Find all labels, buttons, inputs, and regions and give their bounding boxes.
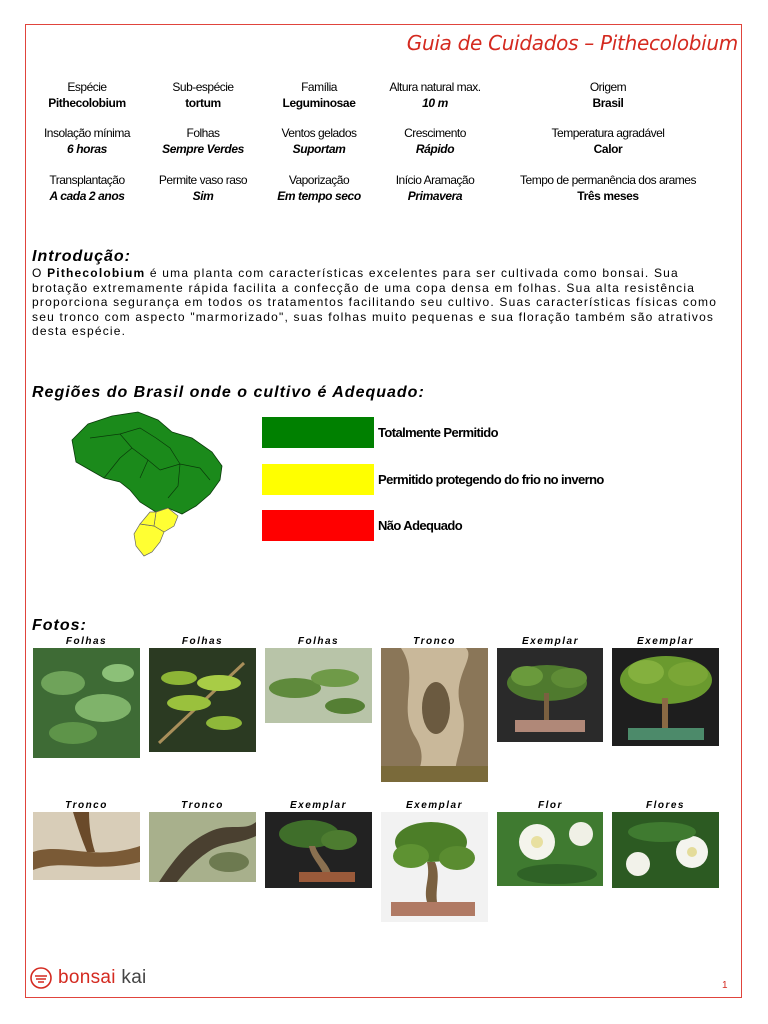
- photo-caption: Exemplar: [636, 636, 695, 647]
- spec-crescimento: [380, 126, 490, 156]
- photo-caption: Flor: [538, 800, 563, 811]
- photo-caption: Folhas: [297, 636, 340, 647]
- photo-specimen-4[interactable]: [381, 812, 488, 922]
- spec-vaporizacao: [264, 173, 374, 203]
- brand-name-part2: kai: [121, 967, 147, 988]
- spec-label: Crescimento: [404, 126, 466, 140]
- brand-name-part1: bonsai: [58, 967, 116, 988]
- brazil-map: [60, 408, 230, 558]
- spec-origem: [508, 80, 708, 110]
- photo-caption: Flores: [645, 800, 685, 811]
- spec-value: Sim: [192, 189, 214, 203]
- spec-vaso-raso: [148, 173, 258, 203]
- spec-permanencia-arames: [508, 173, 708, 203]
- photos-heading: Fotos:: [32, 617, 87, 634]
- photo-caption: Exemplar: [405, 800, 464, 811]
- photo-flower-2[interactable]: [612, 812, 719, 888]
- spec-value: Primavera: [407, 189, 463, 203]
- spec-value: Calor: [593, 142, 623, 156]
- spec-value: Leguminosae: [282, 96, 356, 110]
- spec-transplantacao: [32, 173, 142, 203]
- regions-heading: Regiões do Brasil onde o cultivo é Adequado:: [32, 384, 425, 401]
- photo-leaves-3[interactable]: [265, 648, 372, 723]
- spec-label: Insolação mínima: [43, 126, 131, 140]
- spec-label: Espécie: [67, 80, 107, 94]
- spec-altura: [380, 80, 490, 110]
- spec-value: Em tempo seco: [277, 189, 361, 203]
- spec-label: Família: [301, 80, 337, 94]
- spec-value: Brasil: [592, 96, 624, 110]
- photo-caption: Exemplar: [289, 800, 348, 811]
- document-title: Guia de Cuidados – Pithecolobium: [406, 31, 738, 55]
- photo-flower-1[interactable]: [497, 812, 603, 886]
- spec-value: Sempre Verdes: [162, 142, 244, 156]
- spec-especie: [32, 80, 142, 110]
- spec-insolacao: [32, 126, 142, 156]
- spec-label: Ventos gelados: [281, 126, 357, 140]
- spec-label: Sub-espécie: [172, 80, 234, 94]
- spec-value: 10 m: [422, 96, 448, 110]
- spec-folhas: [148, 126, 258, 156]
- spec-value: Pithecolobium: [48, 96, 126, 110]
- photo-specimen-3[interactable]: [265, 812, 372, 888]
- spec-value: 6 horas: [67, 142, 107, 156]
- brazil-map-icon: [60, 408, 230, 558]
- photo-leaves-2[interactable]: [149, 648, 256, 752]
- spec-label: Vaporização: [288, 173, 350, 187]
- spec-label: Origem: [589, 80, 627, 94]
- bonsai-kai-logo: [30, 967, 147, 989]
- legend-label-yellow: Permitido protegendo do frio no inverno: [378, 472, 604, 487]
- photo-caption: Tronco: [65, 800, 108, 811]
- spec-value: Três meses: [577, 189, 639, 203]
- photo-leaves-1[interactable]: [33, 648, 140, 758]
- spec-label: Início Aramação: [395, 173, 475, 187]
- legend-label-green: Totalmente Permitido: [378, 425, 498, 440]
- photo-caption: Exemplar: [521, 636, 580, 647]
- spec-label: Permite vaso raso: [158, 173, 248, 187]
- photo-caption: Tronco: [413, 636, 456, 647]
- spec-ventos: [264, 126, 374, 156]
- legend-swatch-green: [262, 417, 374, 448]
- intro-heading: Introdução:: [32, 248, 131, 265]
- spec-value: Rápido: [415, 142, 455, 156]
- spec-sub-especie: [148, 80, 258, 110]
- page-number: 1: [722, 980, 728, 991]
- spec-value: tortum: [185, 96, 221, 110]
- spec-temperatura: [508, 126, 708, 156]
- spec-value: A cada 2 anos: [49, 189, 125, 203]
- photo-trunk-2[interactable]: [33, 812, 140, 880]
- legend-swatch-red: [262, 510, 374, 541]
- intro-body: é uma planta com características excelentes para ser cultivada como bonsai. Sua brotação extremamente rápida facilita a confecção de uma copa densa em folhas. Sua alta resistência proporciona segurança em todos os tratamentos facilitando seu cultivo. Suas características físicas como seu tronco com aspecto "marmorizado", suas folhas muito pequenas e sua floração também são atrativos desta espécie.: [32, 266, 718, 339]
- spec-label: Transplantação: [49, 173, 125, 187]
- photo-trunk-3[interactable]: [149, 812, 256, 882]
- legend-label-red: Não Adequado: [378, 518, 463, 533]
- spec-label: Tempo de permanência dos arames: [520, 173, 696, 187]
- bonsai-logo-icon: [30, 967, 52, 989]
- photo-specimen-1[interactable]: [497, 648, 603, 742]
- photo-caption: Folhas: [65, 636, 108, 647]
- spec-aramacao: [380, 173, 490, 203]
- spec-label: Altura natural max.: [389, 80, 481, 94]
- photo-caption: Folhas: [181, 636, 224, 647]
- intro-prefix: O: [32, 266, 48, 280]
- spec-label: Folhas: [186, 126, 220, 140]
- spec-value: Suportam: [292, 142, 346, 156]
- intro-paragraph: [32, 266, 732, 339]
- photo-trunk-1[interactable]: [381, 648, 488, 782]
- spec-label: Temperatura agradável: [551, 126, 665, 140]
- photo-specimen-2[interactable]: [612, 648, 719, 746]
- photo-caption: Tronco: [181, 800, 224, 811]
- spec-familia: [264, 80, 374, 110]
- intro-species-name: Pithecolobium: [47, 266, 146, 280]
- legend-swatch-yellow: [262, 464, 374, 495]
